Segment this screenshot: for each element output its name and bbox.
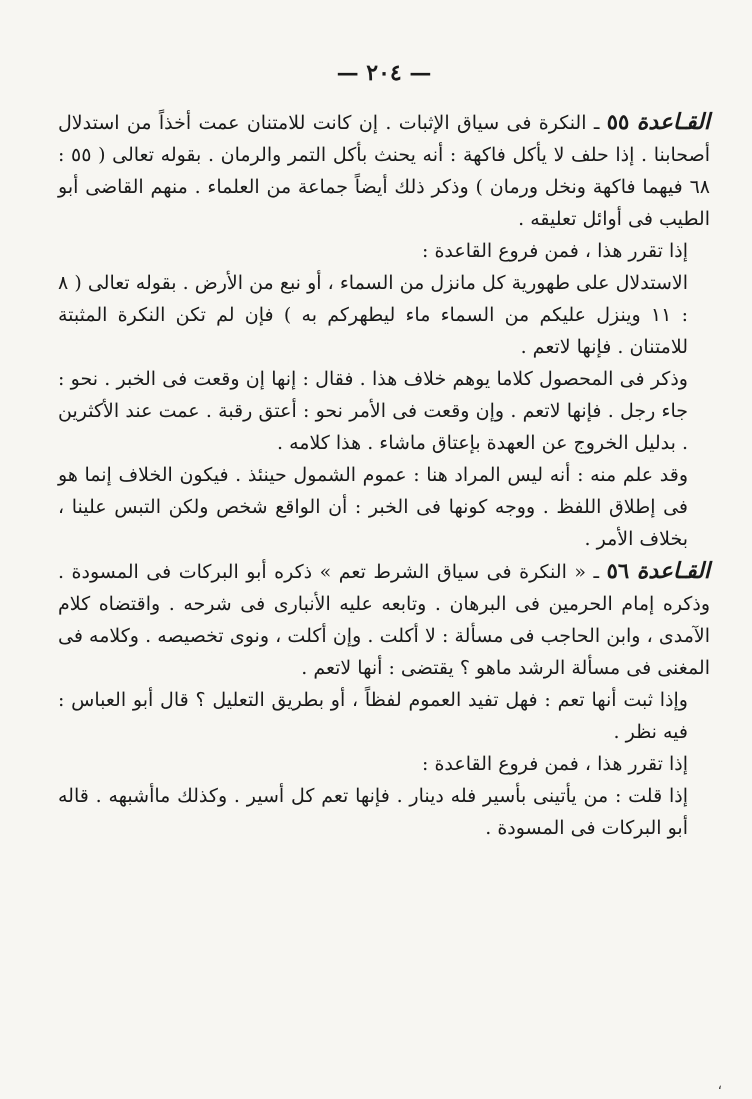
paragraph-thabata: وإذا ثبت أنها تعم : فهل تفيد العموم لفظاً ، أو بطريق التعليل ؟ قال أبو العباس : فيه نظر . bbox=[58, 689, 688, 743]
stray-mark: ، bbox=[717, 1077, 722, 1093]
page-number: — ٢٠٤ — bbox=[336, 60, 432, 86]
rule-55-paragraph bbox=[58, 106, 710, 235]
rule-label: القـاعدة bbox=[636, 109, 710, 135]
paragraph-qult: إذا قلت : من يأتينى بأسير فله دينار . فإنها تعم كل أسير . وكذلك ماأشبهه . قاله أبو البركات فى المسودة . bbox=[58, 785, 688, 839]
rule-56-paragraph bbox=[58, 555, 710, 684]
rule-text: ـ « النكرة فى سياق الشرط تعم » ذكره أبو البركات فى المسودة . وذكره إمام الحرمين فى البرهان . وتابعه عليه الأنبارى فى شرحه . واقتضاه كلام الآمدى ، وابن الحاجب فى مسألة : لا أكلت . وإن أكلت ، ونوى تخصيصه . وكلامه فى المغنى فى مسألة الرشد ماهو ؟ يقتضى : أنها لاتعم . bbox=[58, 561, 710, 679]
branches-intro-2: إذا تقرر هذا ، فمن فروع القاعدة : bbox=[422, 753, 688, 775]
rule-number: ٥٥ bbox=[606, 109, 630, 134]
body-text bbox=[58, 106, 710, 844]
paragraph-istidlal: الاستدلال على طهورية كل مانزل من السماء ، أو نبع من الأرض . بقوله تعالى ( ٨ : ١١ وينزل عليكم من السماء ماء ليطهركم به ) فإن لم تكن النكرة المثبتة للامتنان . فإنها لاتعم . bbox=[58, 272, 688, 358]
paragraph-mahsul: وذكر فى المحصول كلاما يوهم خلاف هذا . فقال : إنها إن وقعت فى الخبر . نحو : جاء رجل . فإنها لاتعم . وإن وقعت فى الأمر نحو : أعتق رقبة . عمت عند الأكثرين . بدليل الخروج عن العهدة بإعتاق ماشاء . هذا كلامه . bbox=[58, 368, 688, 454]
branches-intro-1: إذا تقرر هذا ، فمن فروع القاعدة : bbox=[422, 240, 688, 262]
rule-number: ٥٦ bbox=[606, 558, 630, 583]
paragraph-ulima: وقد علم منه : أنه ليس المراد هنا : عموم الشمول حينئذ . فيكون الخلاف إنما هو فى إطلاق اللفظ . ووجه كونها فى الخبر : أن الواقع شخص ولكن التبس علينا ، بخلاف الأمر . bbox=[58, 464, 688, 550]
rule-label: القـاعدة bbox=[636, 558, 710, 584]
rule-text: ـ النكرة فى سياق الإثبات . إن كانت للامتنان عمت أخذاً من استدلال أصحابنا . إذا حلف لا يأكل فاكهة : أنه يحنث بأكل التمر والرمان . بقوله تعالى ( ٥٥ : ٦٨ فيهما فاكهة ونخل ورمان ) وذكر ذلك أيضاً جماعة من العلماء . منهم القاضى أبو الطيب فى أوائل تعليقه . bbox=[58, 112, 710, 230]
